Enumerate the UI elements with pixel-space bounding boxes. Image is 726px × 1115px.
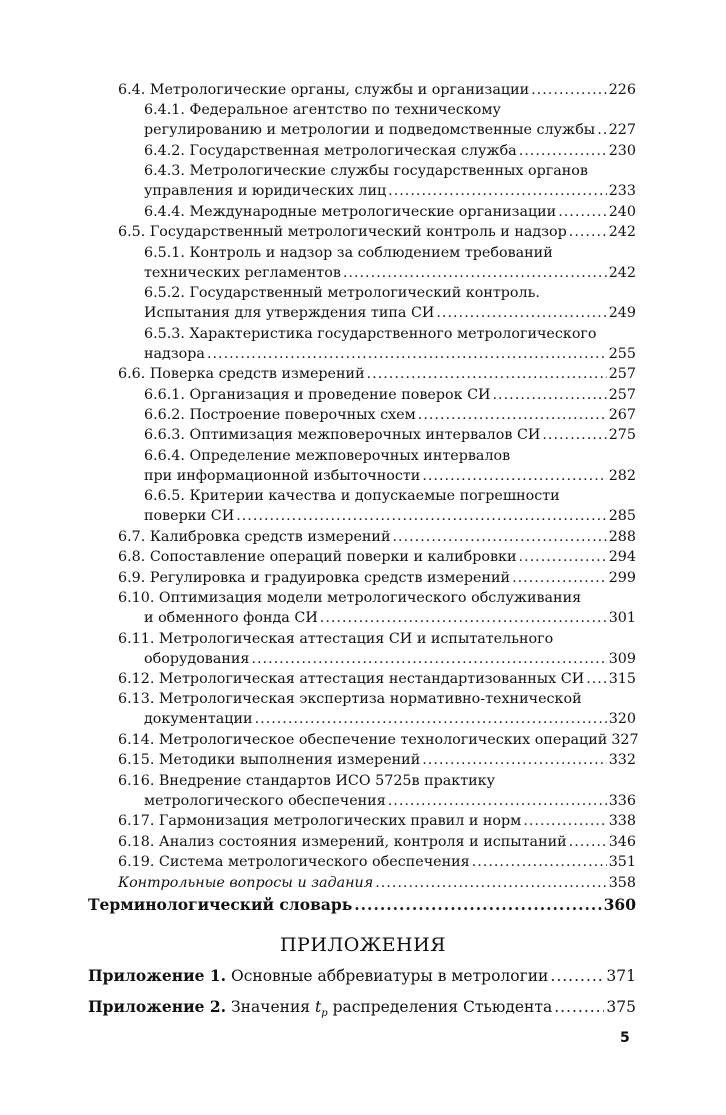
- toc-entry: [118, 689, 636, 729]
- toc-page-number: 226: [608, 82, 636, 98]
- dot-leader: [597, 120, 607, 140]
- toc-entry-text: 6.18. Анализ состояния измерений, контроля и испытаний: [118, 833, 567, 850]
- toc-entry-text: Испытания для утверждения типа СИ: [144, 305, 435, 322]
- toc-entry-text: 6.6.1. Организация и проведение поверок СИ: [144, 386, 491, 403]
- dot-leader: [255, 709, 607, 729]
- toc-entry-text: 6.17. Гармонизация метрологических правил и норм: [118, 813, 522, 830]
- toc-entry: [118, 222, 636, 242]
- toc-page-number: 351: [608, 854, 636, 871]
- dot-leader: [436, 303, 606, 323]
- toc-page-number: 346: [608, 833, 636, 850]
- toc-entry-text: 6.5.2. Государственный метрологический контроль.: [144, 285, 540, 302]
- toc-entry-text: 6.5. Государственный метрологический контроль и надзор: [118, 224, 567, 241]
- dot-leader: [531, 80, 607, 100]
- dot-leader: [388, 181, 607, 201]
- appendix-label: Приложение 2.: [88, 997, 227, 1016]
- dot-leader: [493, 385, 607, 405]
- dot-leader: [586, 669, 607, 689]
- toc-entry: [118, 832, 636, 852]
- toc-entry-text: при информационной избыточности: [144, 467, 421, 484]
- toc-page-number: 294: [608, 549, 636, 566]
- appendix-label: Приложение 1.: [88, 966, 227, 985]
- glossary-entry: [88, 895, 636, 919]
- dot-leader: [550, 966, 604, 986]
- toc-entry-text: 6.6.5. Критерии качества и допускаемые погрешности: [144, 488, 560, 505]
- symbol-t: t: [315, 998, 322, 1016]
- toc-entry: [118, 547, 636, 567]
- toc-entry-text: 6.14. Метрологическое обеспечение технологических операций: [118, 731, 608, 748]
- toc-entry: [118, 364, 636, 384]
- glossary-page: 360: [603, 895, 636, 914]
- appendix-entry-2: [88, 997, 636, 1021]
- dot-leader: [375, 873, 607, 893]
- toc-page-number: 336: [608, 792, 636, 809]
- toc-entry: [118, 425, 636, 445]
- toc-entry: [118, 852, 636, 872]
- toc-entry-text: регулированию и метрологии и подведомственные службы: [144, 122, 596, 139]
- toc-entry: [118, 243, 636, 283]
- toc-entry-text: 6.4.1. Федеральное агентство по техническому: [144, 102, 501, 119]
- appendix-entry-1: [88, 966, 636, 990]
- toc-entry-text: надзора: [144, 345, 205, 362]
- dot-leader: [554, 997, 604, 1017]
- toc-entry: [118, 100, 636, 140]
- toc-page-number: 299: [608, 569, 636, 586]
- dot-leader: [422, 750, 606, 770]
- toc-entry-text: поверки СИ: [144, 508, 235, 525]
- toc-page-number: 358: [608, 874, 636, 891]
- toc-entry: [118, 405, 636, 425]
- toc-entry: [118, 80, 636, 100]
- toc-entry-text: 6.5.1. Контроль и надзор за соблюдением требований: [144, 244, 553, 261]
- dot-leader: [354, 895, 601, 915]
- toc-page-number: 301: [608, 610, 636, 627]
- dot-leader: [388, 791, 607, 811]
- toc-page-number: 257: [608, 366, 636, 383]
- toc-entry: [118, 324, 636, 364]
- toc-entry: [118, 588, 636, 628]
- toc-page-number: 230: [608, 142, 636, 159]
- dot-leader: [569, 832, 607, 852]
- toc-entry: [118, 385, 636, 405]
- appendix-title-after: распределения Стьюдента: [327, 998, 553, 1016]
- toc-page-number: 338: [608, 813, 636, 830]
- toc-entry-text: и обменного фонда СИ: [144, 610, 318, 627]
- dot-leader: [472, 852, 607, 872]
- toc-entry: [118, 141, 636, 161]
- toc-entry: [118, 750, 636, 770]
- toc-page-number: 257: [608, 386, 636, 403]
- toc-entry: [118, 568, 636, 588]
- dot-leader: [523, 811, 606, 831]
- toc-page-number: 249: [608, 305, 636, 322]
- toc-entry-text: 6.4.4. Международные метрологические организации: [144, 203, 557, 220]
- toc-entry: [118, 669, 636, 689]
- toc-entry: [118, 161, 636, 201]
- toc-entry-text: 6.4.3. Метрологические службы государственных органов: [144, 163, 588, 180]
- toc-entry-text: 6.13. Метрологическая экспертиза нормативно-технической: [118, 691, 582, 708]
- appendix-title-before: Значения: [230, 998, 316, 1016]
- toc-entry: [118, 446, 636, 486]
- dot-leader: [251, 649, 606, 669]
- dot-leader: [422, 466, 606, 486]
- toc-entry: [118, 486, 636, 526]
- toc-entry: [118, 730, 639, 750]
- toc-page-number: 309: [608, 650, 636, 667]
- toc-entry-text: 6.6.2. Построение поверочных схем: [144, 406, 416, 423]
- toc-page-number: 320: [608, 711, 636, 728]
- toc-entry-text: метрологического обеспечения: [144, 792, 386, 809]
- toc-entry: [118, 811, 636, 831]
- toc-entry: [118, 771, 636, 811]
- toc-entry-text: 6.11. Метрологическая аттестация СИ и испытательного: [118, 630, 554, 647]
- toc-entry: [118, 527, 636, 547]
- page-number: 5: [620, 1030, 630, 1046]
- toc-entry: [118, 202, 636, 222]
- toc-entry-text: 6.15. Методики выполнения измерений: [118, 752, 421, 769]
- toc-page-number: 255: [608, 345, 636, 362]
- toc-page-number: 282: [608, 467, 636, 484]
- toc-entry-text: 6.4.2. Государственная метрологическая служба: [144, 142, 517, 159]
- toc-entry-text: 6.6.4. Определение межповерочных интервалов: [144, 447, 511, 464]
- dot-leader: [393, 527, 607, 547]
- dot-leader: [519, 547, 607, 567]
- toc-page-number: 275: [608, 427, 636, 444]
- dot-leader: [512, 568, 607, 588]
- toc-page-number: 285: [608, 508, 636, 525]
- toc-page-number: 267: [608, 406, 636, 423]
- appendix-page: 375: [606, 998, 636, 1016]
- toc-entry: [118, 283, 636, 323]
- toc-entry-text: 6.7. Калибровка средств измерений: [118, 528, 391, 545]
- toc-page-number: 332: [608, 752, 636, 769]
- toc-entry: [118, 873, 636, 893]
- toc-page-number: 315: [608, 671, 636, 687]
- toc-page-number: 233: [608, 183, 636, 200]
- dot-leader: [558, 202, 606, 222]
- symbol-sub-p: p: [321, 1008, 328, 1020]
- toc-entry-text: 6.10. Оптимизация модели метрологического обслуживания: [118, 590, 582, 607]
- toc-entry-text: управления и юридических лиц: [144, 183, 387, 200]
- dot-leader: [207, 344, 607, 364]
- toc-entry-text: 6.4. Метрологические органы, службы и организации: [118, 82, 530, 98]
- toc-entry-text: 6.16. Внедрение стандартов ИСО 5725в практику: [118, 772, 496, 789]
- toc-entry-text: технических регламентов: [144, 264, 341, 281]
- dot-leader: [343, 263, 607, 283]
- toc-entry-text: 6.6.3. Оптимизация межповерочных интервалов СИ: [144, 427, 541, 444]
- toc-page-number: 288: [608, 528, 636, 545]
- toc-page-number: 327: [611, 731, 639, 748]
- toc-entry-text: 6.8. Сопоставление операций поверки и калибровки: [118, 549, 517, 566]
- toc-entry-text: оборудования: [144, 650, 250, 667]
- toc-page-number: 227: [608, 122, 636, 139]
- toc-entry: [118, 629, 636, 669]
- dot-leader: [418, 405, 607, 425]
- glossary-title: Терминологический словарь: [88, 895, 353, 914]
- dot-leader: [367, 364, 607, 384]
- appendix-title: Основные аббревиатуры в метрологии: [230, 967, 549, 985]
- toc-page-number: 242: [608, 264, 636, 281]
- dot-leader: [320, 608, 607, 628]
- dot-leader: [236, 506, 606, 526]
- toc-entry-text: 6.5.3. Характеристика государственного метрологического: [144, 325, 597, 342]
- toc-entry-text: 6.12. Метрологическая аттестация нестандартизованных СИ: [118, 671, 585, 687]
- toc-entry-text: Контрольные вопросы и задания: [118, 874, 374, 891]
- appendix-heading: ПРИЛОЖЕНИЯ: [279, 934, 447, 956]
- toc-entry-text: документации: [144, 711, 253, 728]
- dot-leader: [542, 425, 606, 445]
- toc-entry-text: 6.19. Система метрологического обеспечения: [118, 854, 470, 871]
- toc-page-number: 240: [608, 203, 636, 220]
- dot-leader: [519, 141, 607, 161]
- toc-entry-text: 6.6. Поверка средств измерений: [118, 366, 365, 383]
- toc-page-number: 242: [608, 224, 636, 241]
- appendix-page: 371: [606, 967, 636, 985]
- toc-entry-text: 6.9. Регулировка и градуировка средств измерений: [118, 569, 511, 586]
- dot-leader: [569, 222, 607, 242]
